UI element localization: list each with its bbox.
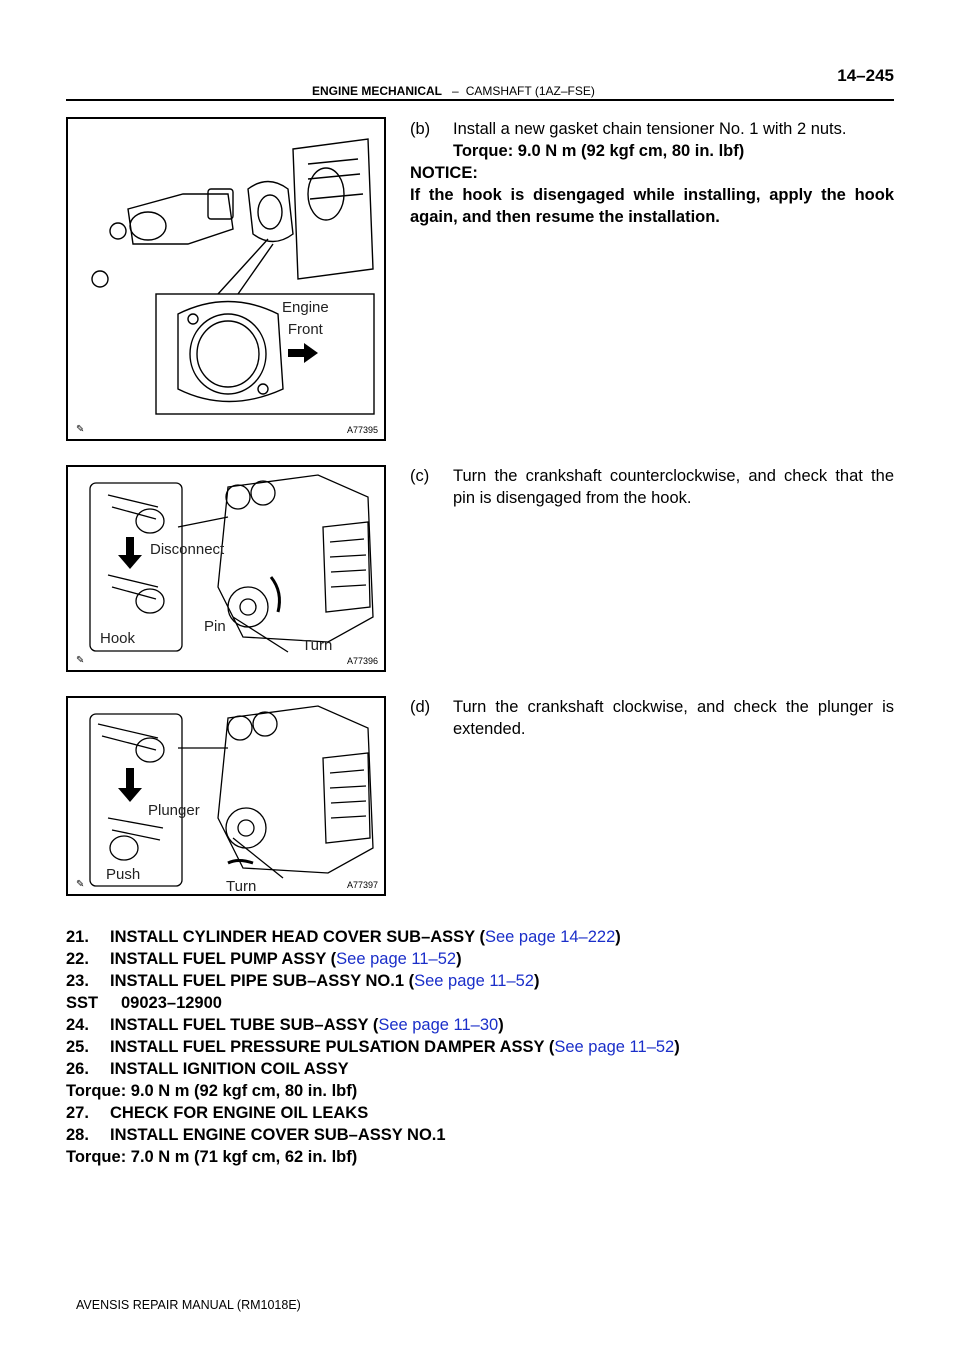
step-21 [66,926,906,948]
see-page-link[interactable]: See page 11–52 [414,972,534,990]
illustration-gasket [68,119,384,439]
figure-plunger-extend [66,696,386,896]
step-23 [66,970,906,992]
paren: ) [534,972,540,990]
figure-id: A77397 [346,880,378,890]
label-hook: Hook [100,630,136,647]
step-title: INSTALL ENGINE COVER SUB–ASSY NO.1 [110,1126,446,1144]
subsection-title: CAMSHAFT (1AZ–FSE) [465,84,595,98]
step-number: 22. [66,950,89,968]
notice-block [410,162,894,228]
notice-title: NOTICE: [410,164,478,182]
label-pin: Pin [204,618,226,635]
figure-mark: ✎ [76,655,85,666]
see-page-link[interactable]: See page 14–222 [484,928,616,946]
running-header [312,84,595,98]
see-page-link[interactable]: See page 11–52 [336,950,457,968]
step-text: Install a new gasket chain tensioner No. 1 with 2 nuts. [453,120,847,138]
procedure-steps [66,926,906,1168]
step-number: 24. [66,1016,89,1034]
label-engine-front: Engine Front [282,299,329,338]
paren: ) [615,928,621,946]
step-number: 25. [66,1038,89,1056]
step-d [410,696,894,740]
step-27 [66,1102,906,1124]
sst-line: SST 09023–12900 [66,994,222,1012]
label-plunger: Plunger [148,802,200,819]
step-title: CHECK FOR ENGINE OIL LEAKS [110,1104,369,1122]
paren: ) [498,1016,504,1034]
step-25 [66,1036,906,1058]
step-label: (c) [410,467,430,485]
step-number: 23. [66,972,89,990]
torque-spec: Torque: 7.0 N m (71 kgf cm, 62 in. lbf) [66,1148,358,1166]
figure-mark: ✎ [76,879,85,890]
label-disconnect: Disconnect [150,541,225,558]
step-b [410,118,894,162]
page-number: 14–245 [837,66,894,85]
figure-gasket-install [66,117,386,441]
header-rule [66,99,894,101]
paren: ) [674,1038,680,1056]
section-title: ENGINE MECHANICAL [312,84,443,98]
label-push: Push [106,866,141,883]
torque-spec: Torque: 9.0 N m (92 kgf cm, 80 in. lbf) [453,142,745,160]
step-title: INSTALL FUEL PRESSURE PULSATION DAMPER ASSY ( [110,1038,555,1056]
step-c [410,465,894,509]
label-turn: Turn [302,637,333,654]
footer-manual-name: AVENSIS REPAIR MANUAL (RM1018E) [76,1298,301,1312]
step-number: 27. [66,1104,89,1122]
step-title: INSTALL CYLINDER HEAD COVER SUB–ASSY ( [110,928,485,946]
step-label: (b) [410,120,431,138]
step-number: 21. [66,928,89,946]
see-page-link[interactable]: See page 11–52 [554,1038,675,1056]
figure-mark: ✎ [76,424,85,435]
step-title: INSTALL IGNITION COIL ASSY [110,1060,349,1078]
step-text: Turn the crankshaft counterclockwise, and check that the pin is disengaged from the hook. [453,467,894,507]
step-number: 28. [66,1126,89,1144]
step-title: INSTALL FUEL PUMP ASSY ( [110,950,337,968]
step-text: Turn the crankshaft clockwise, and check the plunger is extended. [453,698,894,738]
step-26 [66,1058,906,1080]
step-title: INSTALL FUEL TUBE SUB–ASSY ( [110,1016,379,1034]
step-24 [66,1014,906,1036]
step-22 [66,948,906,970]
figure-pin-disengage [66,465,386,672]
paren: ) [456,950,462,968]
step-title: INSTALL FUEL PIPE SUB–ASSY NO.1 ( [110,972,415,990]
see-page-link[interactable]: See page 11–30 [378,1016,499,1034]
step-28 [66,1124,906,1146]
figure-id: A77395 [346,425,378,435]
torque-spec: Torque: 9.0 N m (92 kgf cm, 80 in. lbf) [66,1082,358,1100]
header-separator: – [452,84,459,98]
illustration-crankshaft-cw [68,698,384,894]
figure-id: A77396 [346,656,378,666]
step-label: (d) [410,698,431,716]
notice-text: If the hook is disengaged while installing, apply the hook again, and then resume the installation. [410,186,894,226]
step-number: 26. [66,1060,89,1078]
label-turn: Turn [226,878,257,895]
